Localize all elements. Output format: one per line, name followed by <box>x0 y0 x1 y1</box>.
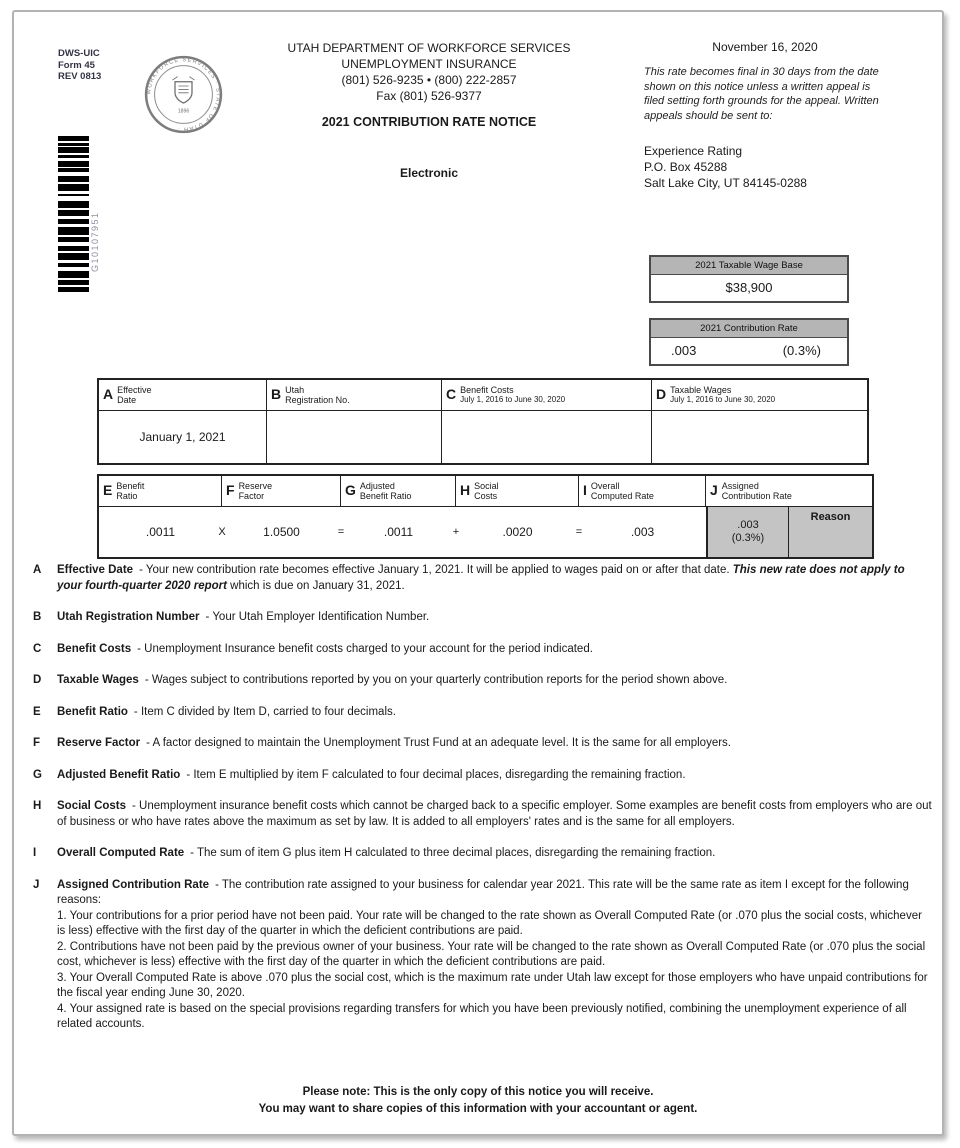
svg-text:1896: 1896 <box>177 108 190 115</box>
footer-line-2: You may want to share copies of this information with your accountant or agent. <box>258 1102 698 1115</box>
definition-j: J Assigned Contribution Rate - The contribution rate assigned to your business for calendar year 2021. This rate will be the same rate as item I except for the following reasons: 1. Your contributions for a prior period have not been paid. Your rate will be changed to the rate shown as Overall Computed Rate (or .070 plus the social costs, whichever is less) effective with the first day of the quarter in which the deficient contributions are paid. 2. Contributions have not been paid by the previous owner of your business. Your rate will be changed to the rate shown as Overall Computed Rate (or .070 plus the social cost, whichever is less) effective with the first day of the quarter in which the deficient contributions are paid. 3. Your Overall Computed Rate is above .070 plus the social cost, which is the maximum rate under Utah law except for those employers who have unpaid contributions for the fiscal year ending June 30, 2020. 4. Your assigned rate is based on the special provisions regarding transfers for which you have been previously notified, combining the unemployment experience of all related accounts. <box>33 878 932 1033</box>
column-header-benefit-ratio: E Benefit Ratio <box>99 476 222 506</box>
contribution-rate-box <box>649 318 849 366</box>
registration-no-value <box>267 411 442 463</box>
definition-i: I Overall Computed Rate - The sum of item G plus item H calculated to three decimal places, disregarding the remaining fraction. <box>33 847 716 859</box>
header-block <box>226 40 632 180</box>
rate-table-a-d-header <box>99 380 867 411</box>
definition-g: G Adjusted Benefit Ratio - Item E multiplied by item F calculated to four decimal places, disregarding the remaining fraction. <box>33 768 686 781</box>
barcode-image <box>58 136 89 292</box>
reserve-factor-value: 1.0500 <box>263 525 300 539</box>
reason-item-4: 4. Your assigned rate is based on the special provisions regarding transfers for which you have been previously notified, combining the unemployment experience of all related accounts. <box>57 1002 907 1030</box>
agency-name: UTAH DEPARTMENT OF WORKFORCE SERVICES <box>287 41 571 55</box>
appeal-instructions: This rate becomes final in 30 days from the date shown on this notice unless a written appeal is filed setting forth grounds for the appeal. Written appeals should be sent to: <box>644 66 879 122</box>
definition-f: F Reserve Factor - A factor designed to maintain the Unemployment Trust Fund at an adequate level. It is the same for all employers. <box>33 737 732 749</box>
delivery-method: Electronic <box>399 166 459 180</box>
taxable-wages-value <box>652 411 867 463</box>
taxable-wage-base-box <box>649 255 849 303</box>
fax-number: Fax (801) 526-9377 <box>376 89 482 103</box>
reason-item-2: 2. Contributions have not been paid by the previous owner of your business. Your rate will be changed to the rate shown as Overall Computed Rate (or .070 plus the social cost, whichever is less) effective with the first day of the quarter in which the deficient contributions are paid. <box>57 940 926 968</box>
rate-table-e-j <box>97 474 874 559</box>
address-line: P.O. Box 45288 <box>644 160 728 174</box>
effective-date-value: January 1, 2021 <box>99 411 267 463</box>
rate-percent: (0.3%) <box>782 343 821 358</box>
rate-decimal: .003 <box>671 343 697 358</box>
column-header-effective-date: A Effective Date <box>99 380 267 410</box>
benefit-costs-value <box>442 411 652 463</box>
form-revision: REV 0813 <box>58 71 102 82</box>
reason-item-3: 3. Your Overall Computed Rate is above .070 plus the social cost, which is the maximum rate under Utah law except for those employers who have unpaid contributions for the fiscal year ending June 30, 2020. <box>57 971 928 999</box>
form-number: Form 45 <box>58 59 95 71</box>
column-header-registration-no: B Utah Registration No. <box>267 380 442 410</box>
reason-cell: Reason <box>788 507 872 557</box>
wage-base-value: $38,900 <box>725 280 773 295</box>
definition-c: C Benefit Costs - Unemployment Insurance benefit costs charged to your account for the period indicated. <box>33 642 593 655</box>
adjusted-benefit-ratio-value: .0011 <box>383 525 414 539</box>
definition-h: H Social Costs - Unemployment insurance benefit costs which cannot be charged back to a specific employer. Some examples are benefit costs from employers who are out of business or who have rates above the maximum as set by law. It is added to all employers' rates and is the same for all employers. <box>33 800 932 828</box>
form-id-block <box>58 48 101 83</box>
column-header-reserve-factor: F Reserve Factor <box>222 476 341 506</box>
document-page <box>12 10 944 1136</box>
footer-note <box>14 1084 942 1117</box>
wage-base-box-title: 2021 Taxable Wage Base <box>651 257 847 275</box>
column-header-social-costs: H Social Costs <box>456 476 579 506</box>
column-header-adjusted-benefit-ratio: G Adjusted Benefit Ratio <box>341 476 456 506</box>
equals-operator: = <box>575 526 583 538</box>
column-header-taxable-wages: D Taxable Wages July 1, 2016 to June 30, 2020 <box>656 385 776 404</box>
rate-box-value <box>651 338 847 364</box>
overall-computed-rate-value: .003 <box>630 525 655 539</box>
definition-d: D Taxable Wages - Wages subject to contributions reported by you on your quarterly contribution reports for the period shown above. <box>33 674 728 686</box>
assigned-rate-percent: (0.3%) <box>731 532 765 544</box>
barcode-label: G10107951 <box>90 211 100 272</box>
address-line: Experience Rating <box>644 144 743 158</box>
column-header-overall-computed-rate: I Overall Computed Rate <box>579 476 706 506</box>
rate-table-e-j-values <box>99 507 872 557</box>
rate-computation-row <box>99 507 706 557</box>
appeal-address <box>644 143 886 191</box>
rate-table-a-d-values <box>99 411 867 463</box>
equals-operator: = <box>337 526 345 538</box>
plus-operator: + <box>452 526 460 538</box>
footer-line-1: Please note: This is the only copy of this notice you will receive. <box>302 1086 654 1098</box>
definition-e: E Benefit Ratio - Item C divided by Item D, carried to four decimals. <box>33 705 396 718</box>
assigned-rate-decimal: .003 <box>737 519 759 531</box>
column-header-assigned-contribution-rate: J Assigned Contribution Rate <box>710 481 792 501</box>
multiply-operator: X <box>218 526 226 538</box>
notice-title: 2021 CONTRIBUTION RATE NOTICE <box>321 115 537 129</box>
social-costs-value: .0020 <box>502 525 533 539</box>
definitions-section <box>33 563 932 1049</box>
rate-box-title: 2021 Contribution Rate <box>651 320 847 338</box>
svg-text:WORKFORCE SERVICES · STATE OF: WORKFORCE SERVICES · STATE OF UTAH · <box>146 57 221 132</box>
notice-date: November 16, 2020 <box>712 40 818 54</box>
division-name: UNEMPLOYMENT INSURANCE <box>341 57 517 71</box>
assigned-rate-value-cell <box>706 507 788 557</box>
state-seal-icon <box>141 52 226 137</box>
definition-a: A Effective Date - Your new contribution rate becomes effective January 1, 2021. It will be applied to wages paid on or after that date. This new rate does not apply to your fourth-quarter 2020 report which is due on January 31, 2021. <box>33 564 905 592</box>
rate-table-e-j-header <box>99 476 872 507</box>
address-line: Salt Lake City, UT 84145-0288 <box>644 176 807 190</box>
definition-b: B Utah Registration Number - Your Utah Employer Identification Number. <box>33 611 430 623</box>
notice-info-block <box>644 40 886 191</box>
rate-table-a-d <box>97 378 869 465</box>
phone-numbers: (801) 526-9235 • (800) 222-2857 <box>341 73 517 87</box>
column-header-benefit-costs: C Benefit Costs July 1, 2016 to June 30, 2020 <box>442 380 652 410</box>
benefit-ratio-value: .0011 <box>145 525 176 539</box>
reason-item-1: 1. Your contributions for a prior period have not been paid. Your rate will be changed to the rate shown as Overall Computed Rate (or .070 plus the social costs, whichever is less) effective with the first day of the quarter in which the deficient contributions are paid. <box>57 909 922 937</box>
form-id-line: DWS-UIC <box>58 48 100 59</box>
